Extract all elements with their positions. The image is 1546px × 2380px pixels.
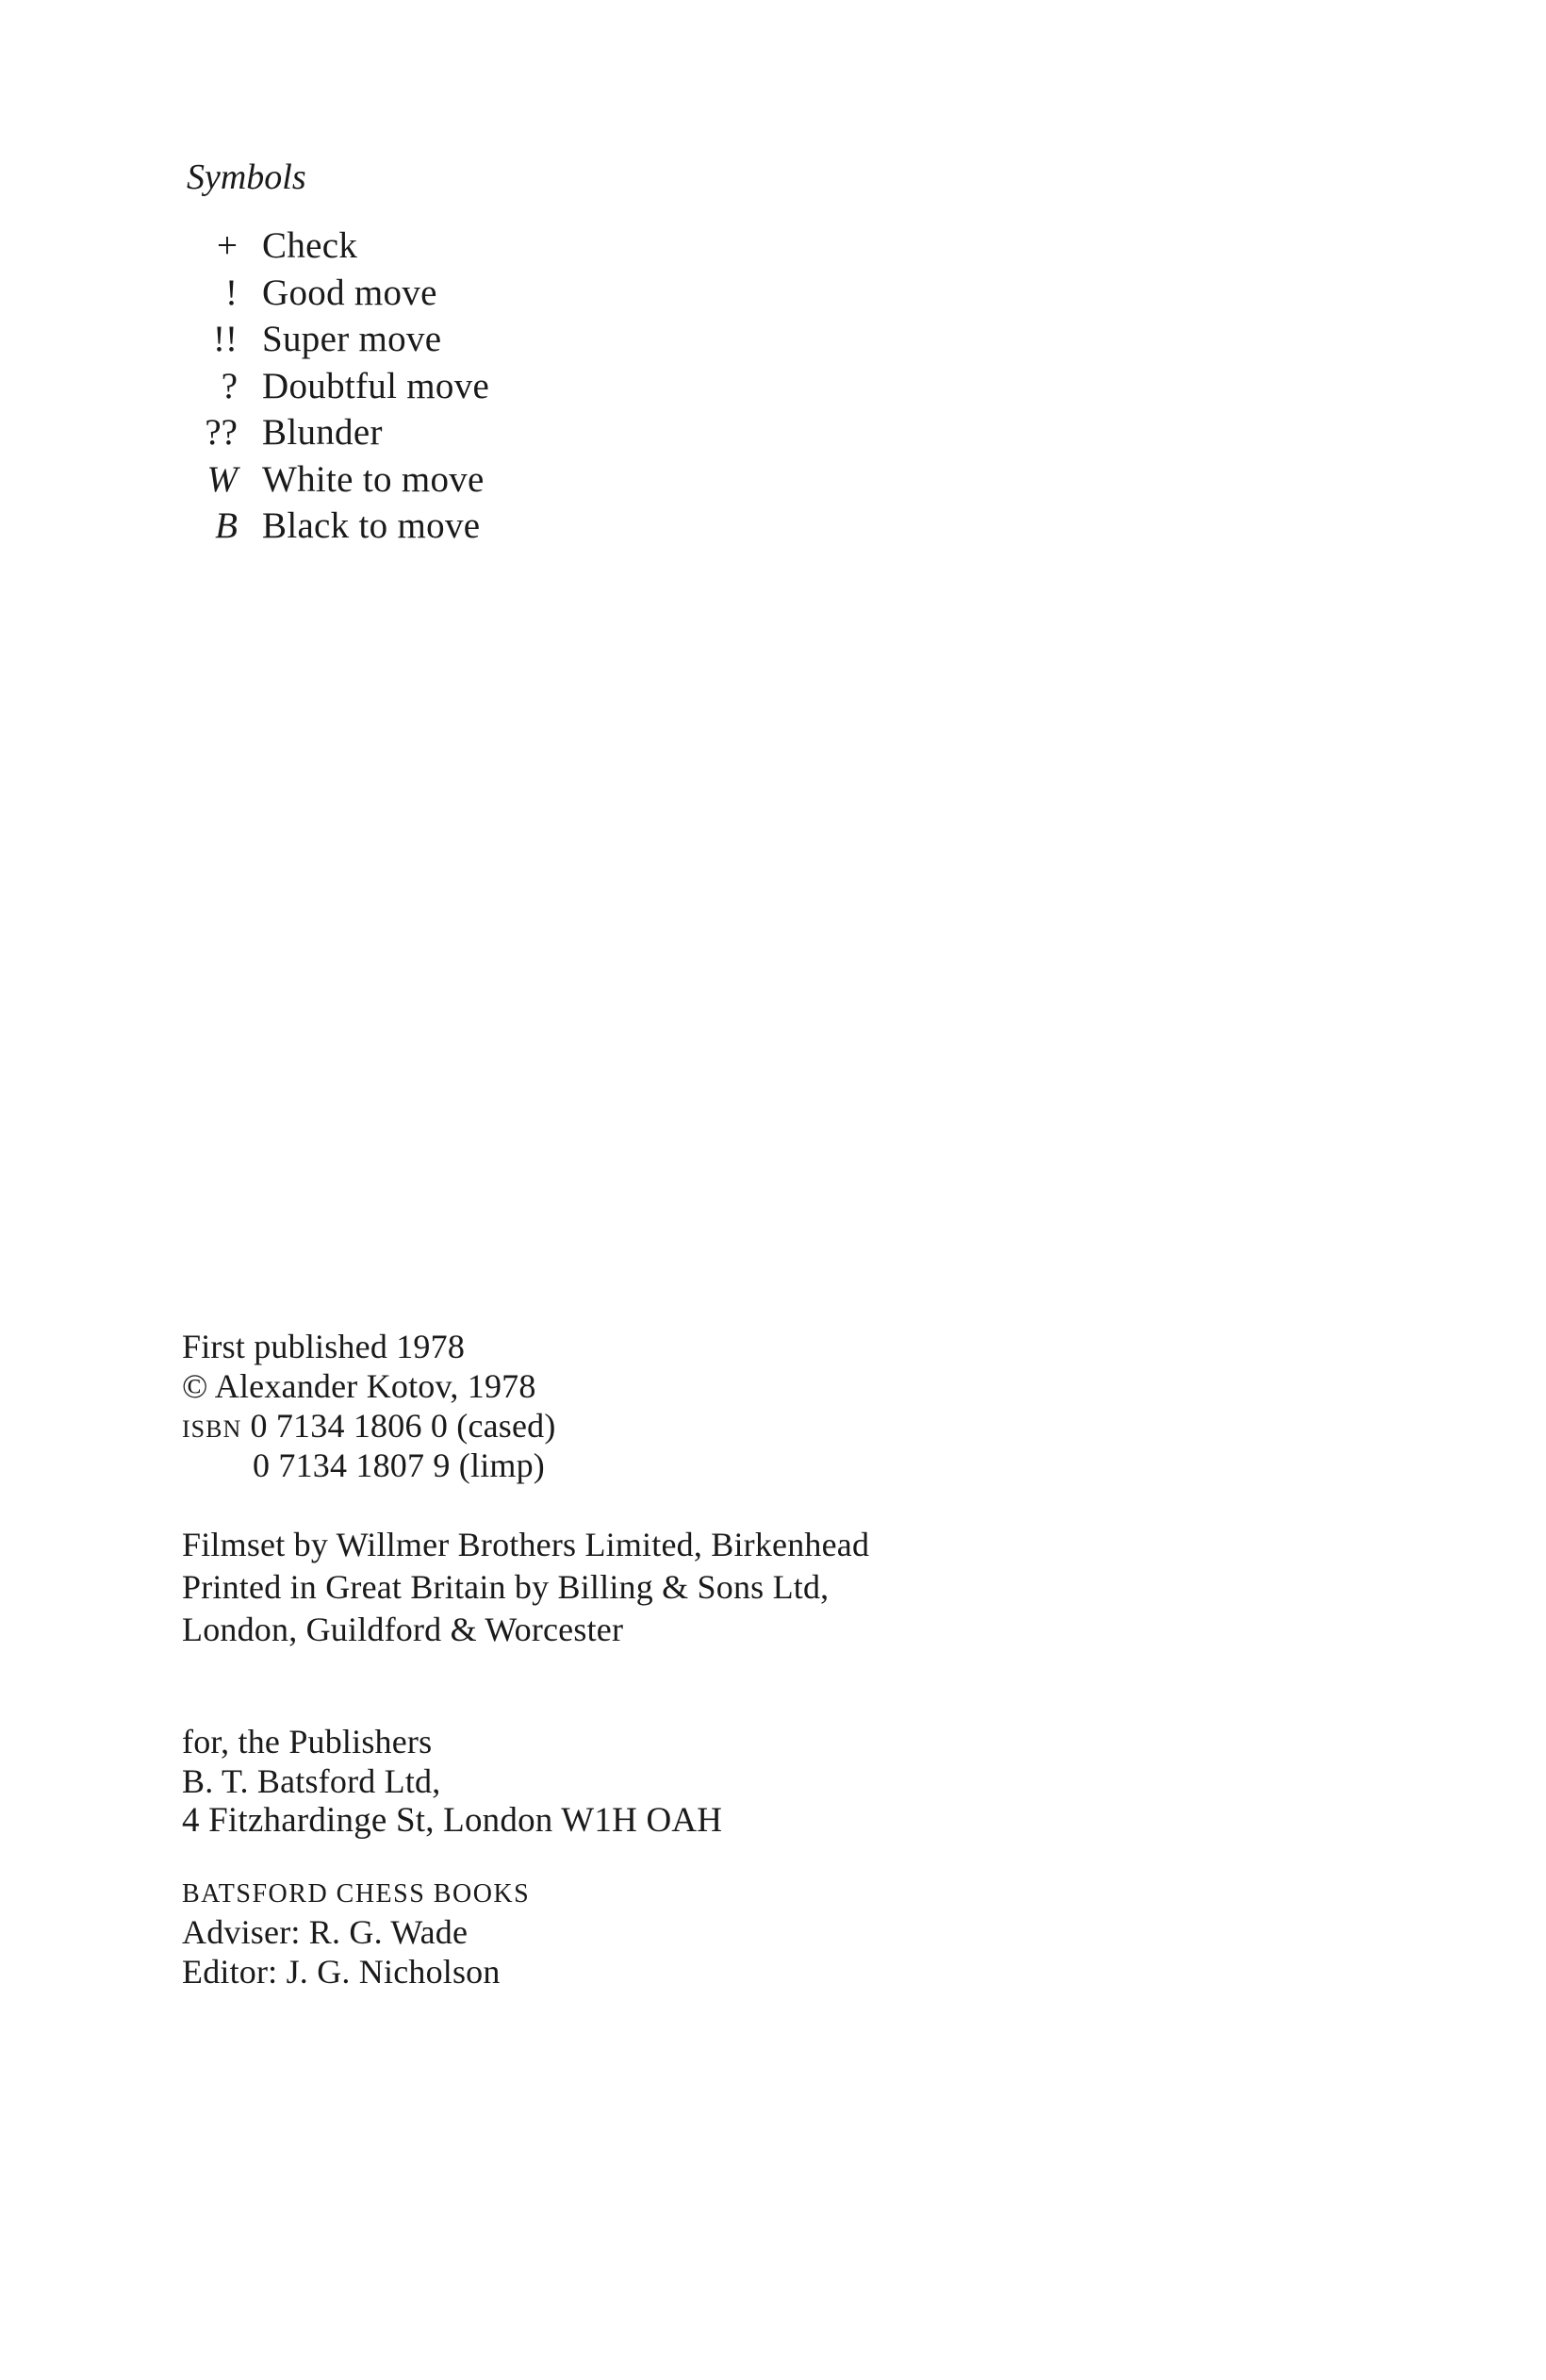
symbol-glyph: ?: [221, 365, 238, 406]
first-published: First published 1978: [182, 1328, 466, 1365]
publisher-info: [182, 1722, 722, 1841]
symbol-glyph: !: [225, 272, 238, 313]
symbol-glyph: !!: [213, 319, 238, 359]
printed-line: Printed in Great Britain by Billing & Sons Ltd,: [182, 1568, 830, 1606]
series-adviser: Adviser: R. G. Wade: [182, 1913, 469, 1951]
symbol-glyph: B: [215, 505, 238, 546]
symbol-description: Super move: [262, 319, 442, 359]
symbol-description: Black to move: [262, 505, 481, 546]
publisher-name: B. T. Batsford Ltd,: [182, 1762, 441, 1800]
isbn-line-cased: [182, 1406, 556, 1446]
printing-info: [182, 1525, 869, 1652]
filmset-line: Filmset by Willmer Brothers Limited, Birkenhead: [182, 1526, 870, 1563]
symbol-glyph: +: [217, 225, 238, 266]
symbol-description: Blunder: [262, 412, 383, 453]
publication-info: [182, 1327, 556, 1485]
symbols-heading: Symbols: [187, 157, 306, 197]
symbol-description: White to move: [262, 458, 485, 500]
isbn-cased: 0 7134 1806 0 (cased): [250, 1407, 556, 1445]
series-info: [182, 1875, 530, 1992]
publisher-address: 4 Fitzhardinge St, London W1H OAH: [182, 1801, 723, 1840]
symbol-row-good-move: [179, 270, 839, 317]
symbol-row-check: [179, 223, 839, 270]
series-editor: Editor: J. G. Nicholson: [182, 1953, 501, 1991]
symbol-row-blunder: [179, 409, 839, 456]
symbol-row-black-to-move: [179, 503, 839, 550]
symbol-glyph: ??: [205, 412, 238, 453]
symbol-description: Doubtful move: [262, 365, 490, 406]
isbn-limp: 0 7134 1807 9 (limp): [253, 1446, 545, 1484]
copyright-line: © Alexander Kotov, 1978: [182, 1367, 536, 1405]
isbn-label: ISBN: [182, 1415, 242, 1443]
publisher-for-line: for, the Publishers: [182, 1723, 433, 1760]
symbol-description: Check: [262, 225, 358, 266]
symbol-glyph: W: [206, 458, 238, 500]
symbol-description: Good move: [262, 272, 437, 313]
symbols-list: [179, 223, 839, 550]
symbol-row-super-move: [179, 316, 839, 363]
series-title: BATSFORD CHESS BOOKS: [182, 1879, 531, 1909]
symbol-row-white-to-move: [179, 456, 839, 504]
printing-locations: London, Guildford & Worcester: [182, 1611, 624, 1648]
symbol-row-doubtful-move: [179, 363, 839, 410]
